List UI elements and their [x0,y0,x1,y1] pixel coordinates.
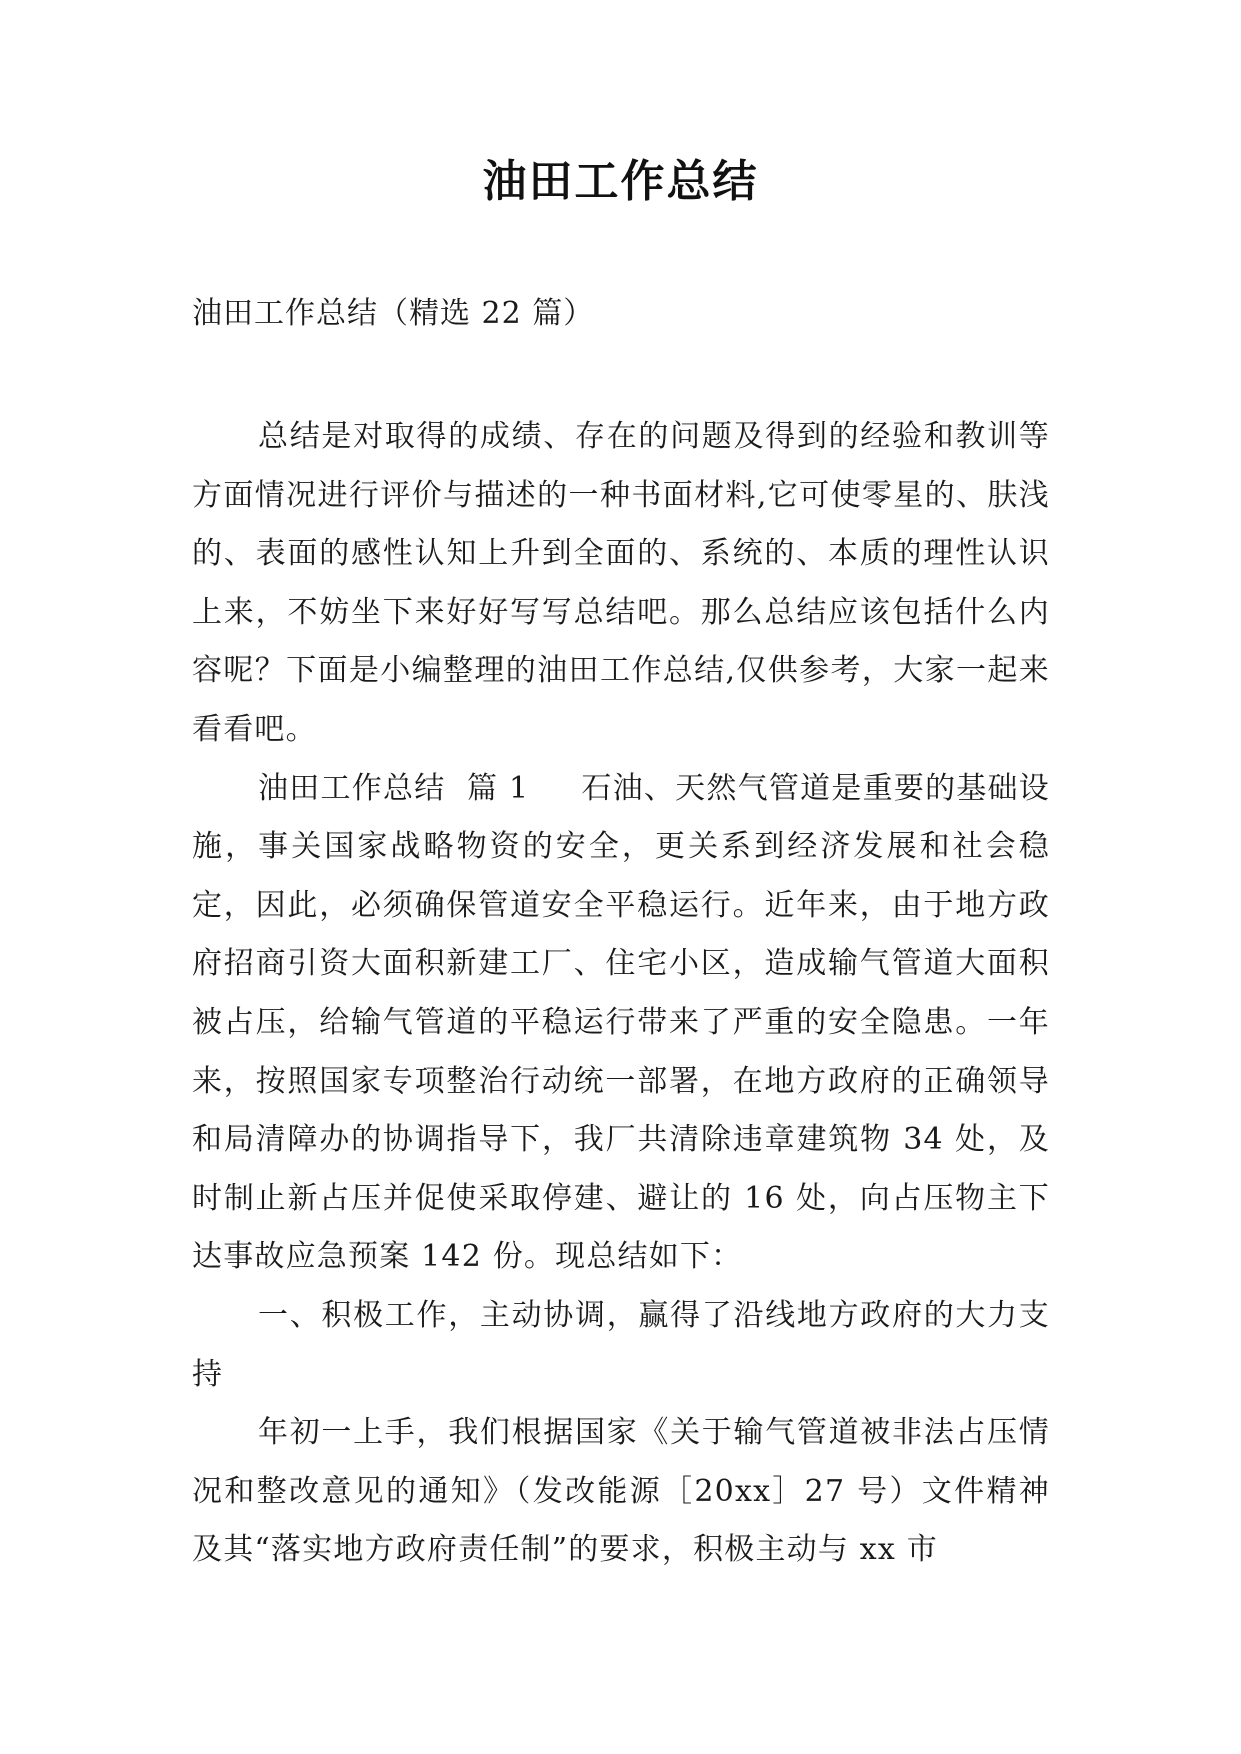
section-1-heading: 油田工作总结 篇 1 [258,770,530,806]
point-1-body: 年初一上手，我们根据国家《关于输气管道被非法占压情况和整改意见的通知》（发改能源［20xx］27 号）文件精神及其“落实地方政府责任制”的要求，积极主动与 xx 市 [192,1415,1050,1568]
intro-paragraph: 总结是对取得的成绩、存在的问题及得到的经验和教训等方面情况进行评价与描述的一种书面材料,它可使零星的、肤浅的、表面的感性认知上升到全面的、系统的、本质的理性认识上来，不妨坐下来好好写写总结吧。那么总结应该包括什么内容呢？下面是小编整理的油田工作总结,仅供参考，大家一起来看看吧。 [192,419,1050,747]
document-subtitle: 油田工作总结（精选 22 篇） [192,296,595,331]
section-1-text: 石油、天然气管道是重要的基础设施，事关国家战略物资的安全，更关系到经济发展和社会稳定，因此，必须确保管道安全平稳运行。近年来，由于地方政府招商引资大面积新建工厂、住宅小区，造成输气管道大面积被占压，给输气管道的平稳运行带来了严重的安全隐患。一年来，按照国家专项整治行动统一部署，在地方政府的正确领导和局清障办的协调指导下，我厂共清除违章建筑物 34 处，及时制止新占压并促使采取停建、避让的 16 处，向占压物主下达事故应急预案 142 份。现总结如下： [192,770,1050,1275]
point-1-heading: 一、积极工作，主动协调，赢得了沿线地方政府的大力支持 [192,1297,1050,1392]
document-body [192,408,1050,1580]
document-title: 油田工作总结 [482,156,759,207]
section-1-paragraph [192,760,1050,1287]
